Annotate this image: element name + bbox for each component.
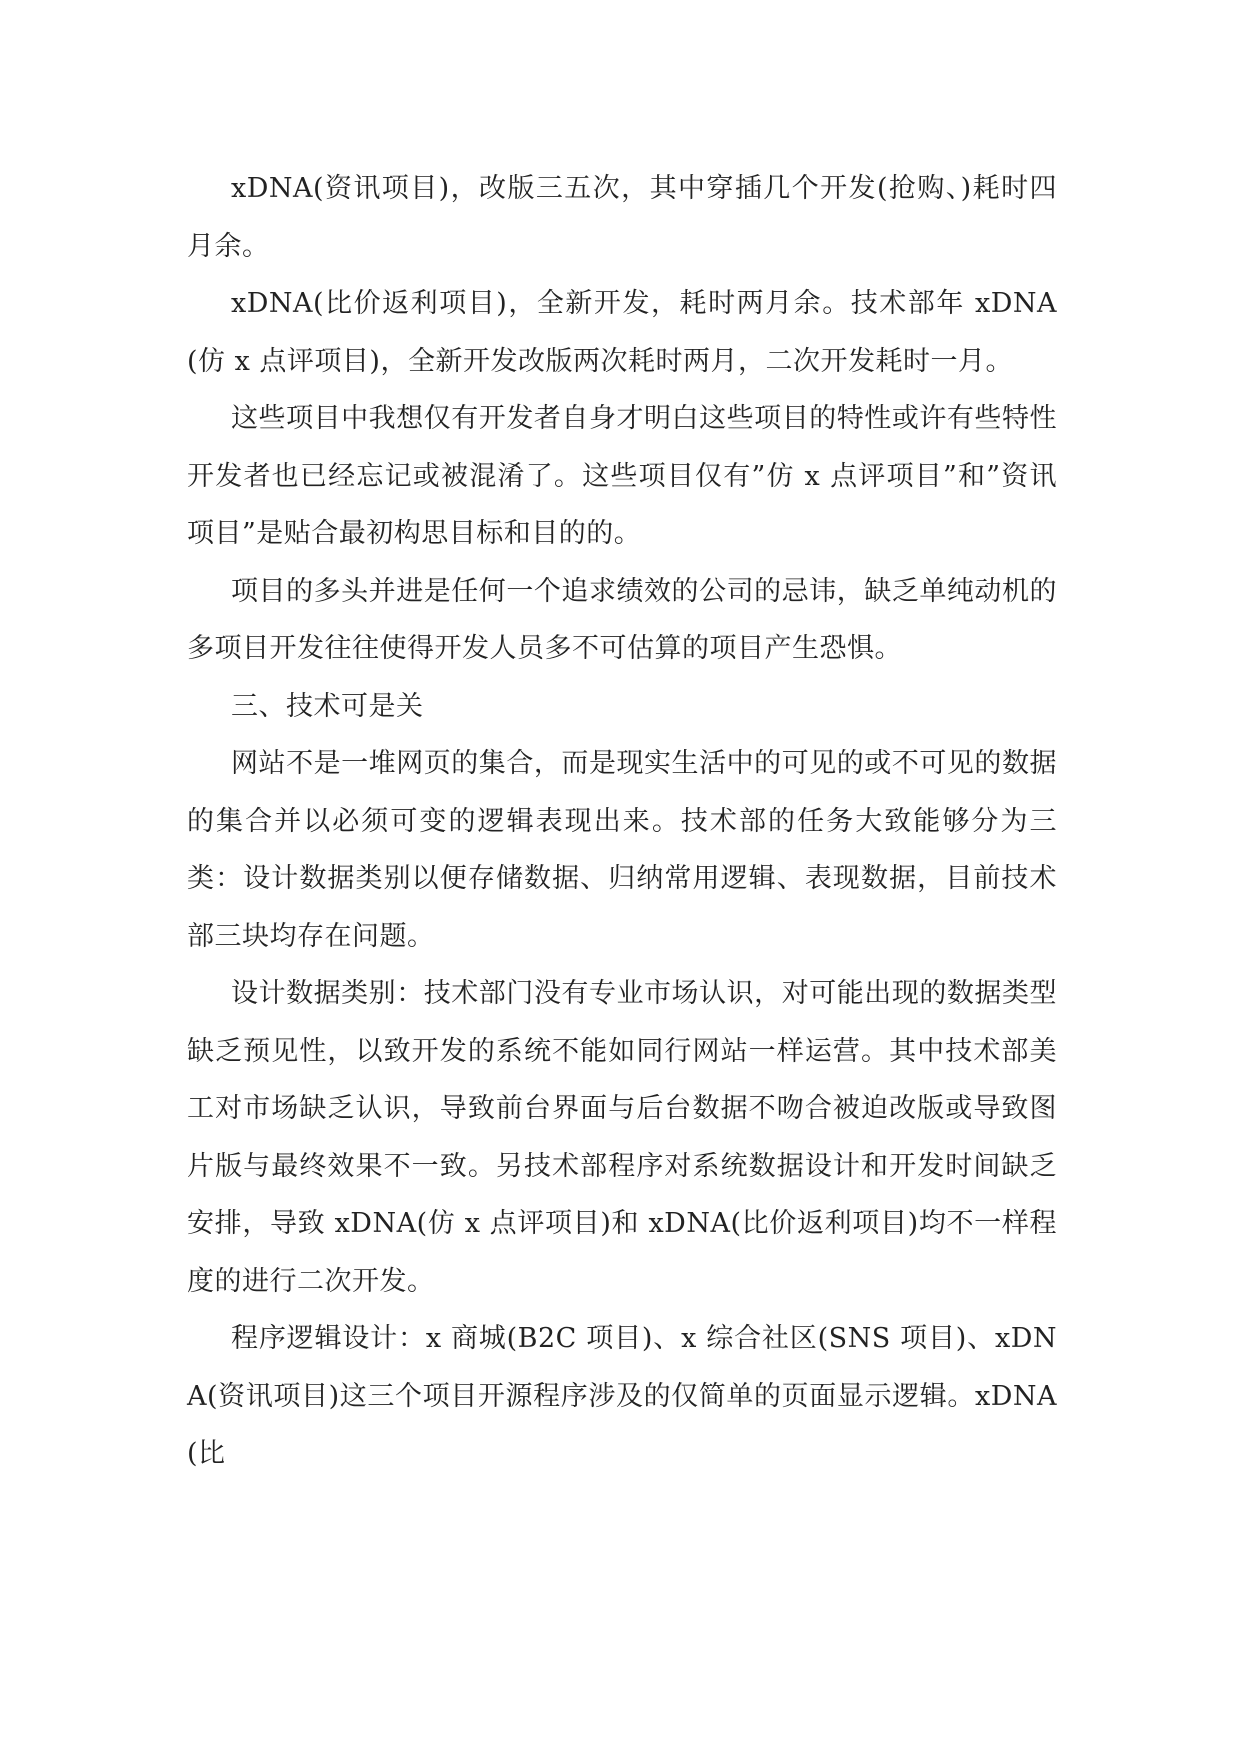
document-body [187, 160, 1057, 1483]
paragraph-4: 项目的多头并进是任何一个追求绩效的公司的忌讳，缺乏单纯动机的多项目开发往往使得开发人员多不可估算的项目产生恐惧。 [187, 575, 1057, 664]
paragraph-3: 这些项目中我想仅有开发者自身才明白这些项目的特性或许有些特性开发者也已经忘记或被混淆了。这些项目仅有”仿 x 点评项目”和”资讯项目”是贴合最初构思目标和目的的。 [187, 403, 1057, 549]
section-heading: 三、技术可是关 [231, 690, 424, 722]
paragraph-2: xDNA(比价返利项目)，全新开发，耗时两月余。技术部年 xDNA(仿 x 点评项目)，全新开发改版两次耗时两月，二次开发耗时一月。 [187, 288, 1057, 377]
paragraph-6: 设计数据类别：技术部门没有专业市场认识，对可能出现的数据类型缺乏预见性，以致开发的系统不能如同行网站一样运营。其中技术部美工对市场缺乏认识，导致前台界面与后台数据不吻合被迫改版或导致图片版与最终效果不一致。另技术部程序对系统数据设计和开发时间缺乏安排，导致 xDNA(仿 x 点评项目)和 xDNA(比价返利项目)均不一样程度的进行二次开发。 [187, 978, 1057, 1297]
paragraph-1: xDNA(资讯项目)，改版三五次，其中穿插几个开发(抢购、)耗时四月余。 [187, 173, 1057, 262]
paragraph-7: 程序逻辑设计：x 商城(B2C 项目)、x 综合社区(SNS 项目)、xDNA(资讯项目)这三个项目开源程序涉及的仅简单的页面显示逻辑。xDNA(比 [187, 1323, 1057, 1469]
paragraph-5: 网站不是一堆网页的集合，而是现实生活中的可见的或不可见的数据的集合并以必须可变的逻辑表现出来。技术部的任务大致能够分为三类：设计数据类别以便存储数据、归纳常用逻辑、表现数据，目前技术部三块均存在问题。 [187, 748, 1057, 952]
